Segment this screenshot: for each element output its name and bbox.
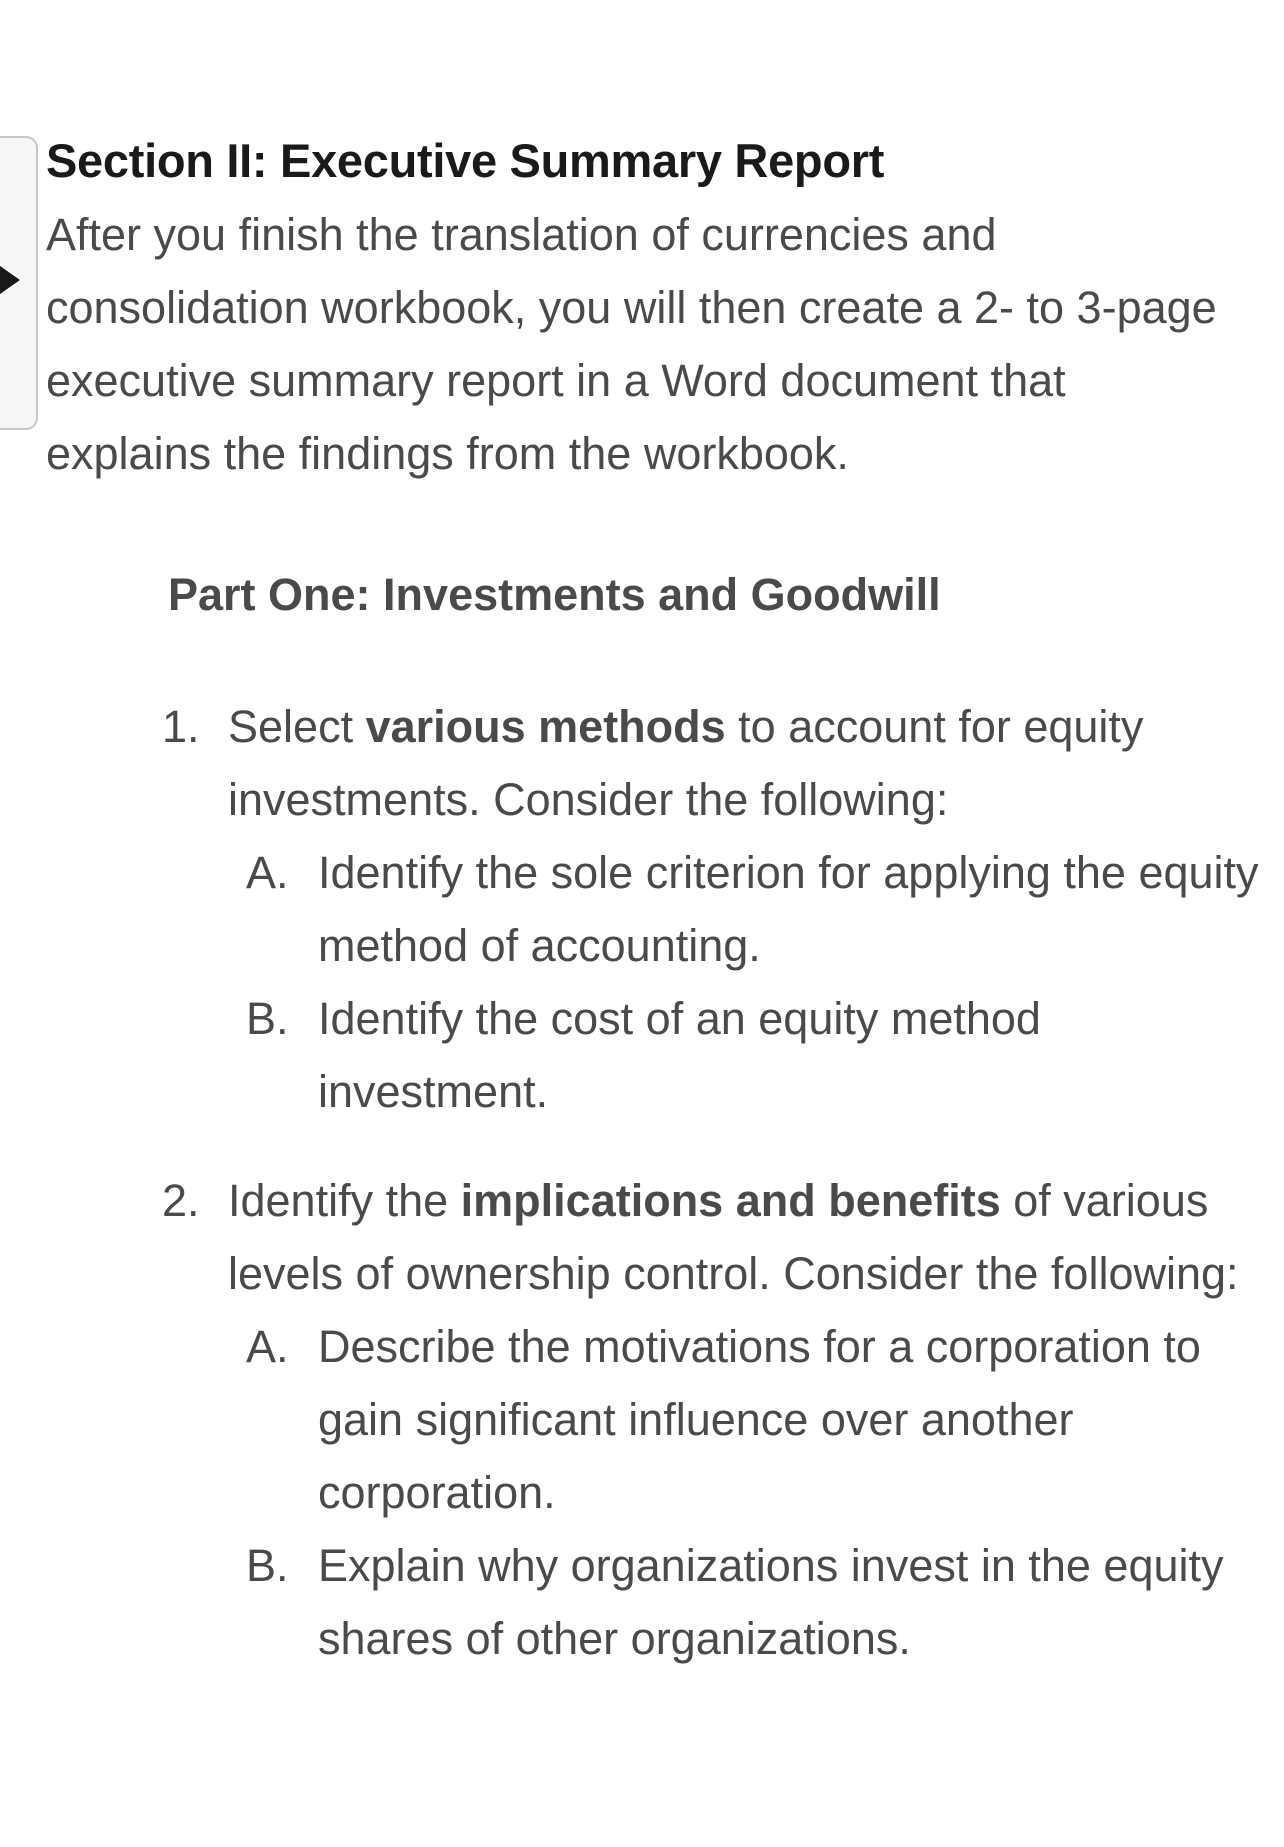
- sub-list: [228, 836, 1284, 1128]
- section-title: Section II: Executive Summary Report: [46, 134, 885, 187]
- sub-text: Explain why organizations invest in the equity shares of other organizations.: [318, 1540, 1224, 1664]
- task-text: [228, 690, 1284, 836]
- part-title: Part One: Investments and Goodwill: [168, 569, 941, 620]
- task-text-before: Select: [228, 701, 366, 752]
- expand-arrow-icon[interactable]: [0, 266, 20, 294]
- task-text-bold: implications and benefits: [460, 1175, 1001, 1226]
- sub-item: [228, 836, 1268, 982]
- task-text-before: Identify the: [228, 1175, 461, 1226]
- sub-item: [228, 1529, 1268, 1675]
- task-item: [46, 1164, 1284, 1675]
- sub-letter: B.: [246, 1540, 289, 1591]
- task-text-after: of various levels of ownership control. Consider the following:: [228, 1175, 1239, 1299]
- document-content: [46, 128, 1259, 1675]
- sub-list: [228, 1310, 1284, 1675]
- sub-text: Describe the motivations for a corporation to gain significant influence over another corporation.: [318, 1321, 1201, 1518]
- intro-paragraph: After you finish the translation of currencies and consolidation workbook, you will then create a 2- to 3-page executive summary report in a Word document that explains the findings from the workbook.: [46, 209, 1217, 479]
- task-number: 2.: [162, 1175, 200, 1226]
- sub-item: [228, 982, 1268, 1128]
- task-list: [46, 690, 1259, 1675]
- task-text-after: to account for equity investments. Consider the following:: [228, 701, 1144, 825]
- sub-text: Identify the cost of an equity method investment.: [318, 993, 1041, 1117]
- task-text-bold: various methods: [365, 701, 726, 752]
- task-item: [46, 690, 1284, 1128]
- sub-letter: A.: [246, 1321, 289, 1372]
- sub-item: [228, 1310, 1268, 1529]
- sub-letter: A.: [246, 847, 289, 898]
- sub-letter: B.: [246, 993, 289, 1044]
- task-text: [228, 1164, 1284, 1310]
- task-number: 1.: [162, 701, 200, 752]
- sub-text: Identify the sole criterion for applying the equity method of accounting.: [318, 847, 1259, 971]
